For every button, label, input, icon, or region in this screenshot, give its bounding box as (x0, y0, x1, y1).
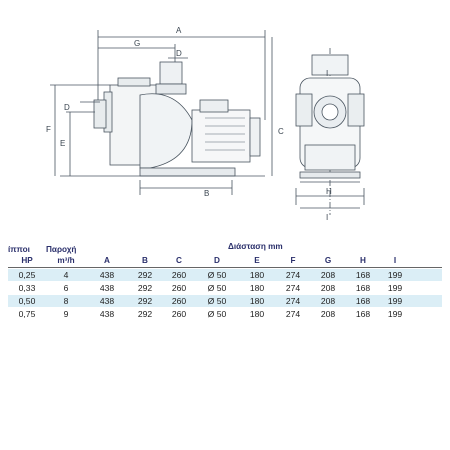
table-cell: 208 (320, 270, 336, 280)
dim-label-c: C (278, 127, 284, 136)
dim-label-b: B (204, 189, 210, 198)
dim-label-d-top: D (176, 49, 182, 58)
dim-label-e: E (60, 139, 66, 148)
table-cell: 438 (99, 283, 115, 293)
table-cell: 438 (99, 309, 115, 319)
table-cell: 438 (99, 296, 115, 306)
table-cell: Ø 50 (207, 309, 227, 319)
table-cell: 260 (171, 309, 187, 319)
table-cell: 9 (63, 309, 69, 319)
table-cell: 168 (355, 283, 371, 293)
dim-label-d-side: D (64, 103, 70, 112)
table-cell: 260 (171, 296, 187, 306)
header-f: F (290, 255, 296, 265)
header-g: G (324, 255, 332, 265)
table-cell: 199 (387, 283, 403, 293)
table-row (8, 308, 442, 320)
table-cell: 199 (387, 270, 403, 280)
table-cell: 274 (285, 283, 301, 293)
table-cell: 274 (285, 296, 301, 306)
table-cell: 6 (63, 283, 69, 293)
table-cell: 274 (285, 270, 301, 280)
table-cell: 180 (249, 296, 265, 306)
table-cell: 199 (387, 309, 403, 319)
table-cell: 0,75 (18, 309, 36, 319)
spec-table-body (8, 269, 442, 320)
table-cell: 180 (249, 270, 265, 280)
spec-table-header (8, 254, 442, 266)
table-cell: 4 (63, 270, 69, 280)
table-cell: 438 (99, 270, 115, 280)
table-cell: Ø 50 (207, 296, 227, 306)
table-cell: 180 (249, 309, 265, 319)
dim-label-f: F (46, 125, 51, 134)
table-cell: Ø 50 (207, 270, 227, 280)
header-hp-top: ίπποι (8, 245, 30, 254)
header-i: I (393, 255, 397, 265)
table-row (8, 269, 442, 281)
table-cell: 8 (63, 296, 69, 306)
table-cell: 292 (137, 283, 153, 293)
table-cell: 168 (355, 309, 371, 319)
table-cell: 180 (249, 283, 265, 293)
table-cell: 0,50 (18, 296, 36, 306)
header-a: A (104, 255, 110, 265)
table-cell: 208 (320, 309, 336, 319)
dim-label-g: G (134, 39, 141, 48)
table-cell: 292 (137, 309, 153, 319)
header-d: D (214, 255, 220, 265)
table-cell: 199 (387, 296, 403, 306)
header-e: E (254, 255, 260, 265)
header-h: H (360, 255, 366, 265)
table-cell: 168 (355, 270, 371, 280)
dim-label-i-top: I (326, 69, 329, 78)
spec-table-header-top (8, 240, 442, 254)
dim-label-h: H (326, 187, 332, 196)
header-b: B (142, 255, 148, 265)
header-hp: HP (21, 255, 33, 265)
table-cell: 260 (171, 283, 187, 293)
table-cell: 168 (355, 296, 371, 306)
table-row (8, 295, 442, 307)
table-cell: 0,33 (18, 283, 36, 293)
table-cell: 260 (171, 270, 187, 280)
dimension-group-header: Διάσταση mm (228, 242, 283, 251)
table-cell: 208 (320, 296, 336, 306)
side-view (50, 30, 272, 195)
table-cell: 292 (137, 270, 153, 280)
header-rule (8, 267, 442, 268)
table-cell: 292 (137, 296, 153, 306)
header-flow-top: Παροχή (46, 245, 77, 254)
table-cell: 274 (285, 309, 301, 319)
dim-label-a: A (176, 26, 182, 35)
dim-label-i: I (326, 213, 329, 222)
header-flow: m³/h (57, 255, 75, 265)
table-cell: 0,25 (18, 270, 36, 280)
table-cell: 208 (320, 283, 336, 293)
header-c: C (176, 255, 182, 265)
spec-table (8, 240, 442, 320)
table-cell: Ø 50 (207, 283, 227, 293)
table-row (8, 282, 442, 294)
